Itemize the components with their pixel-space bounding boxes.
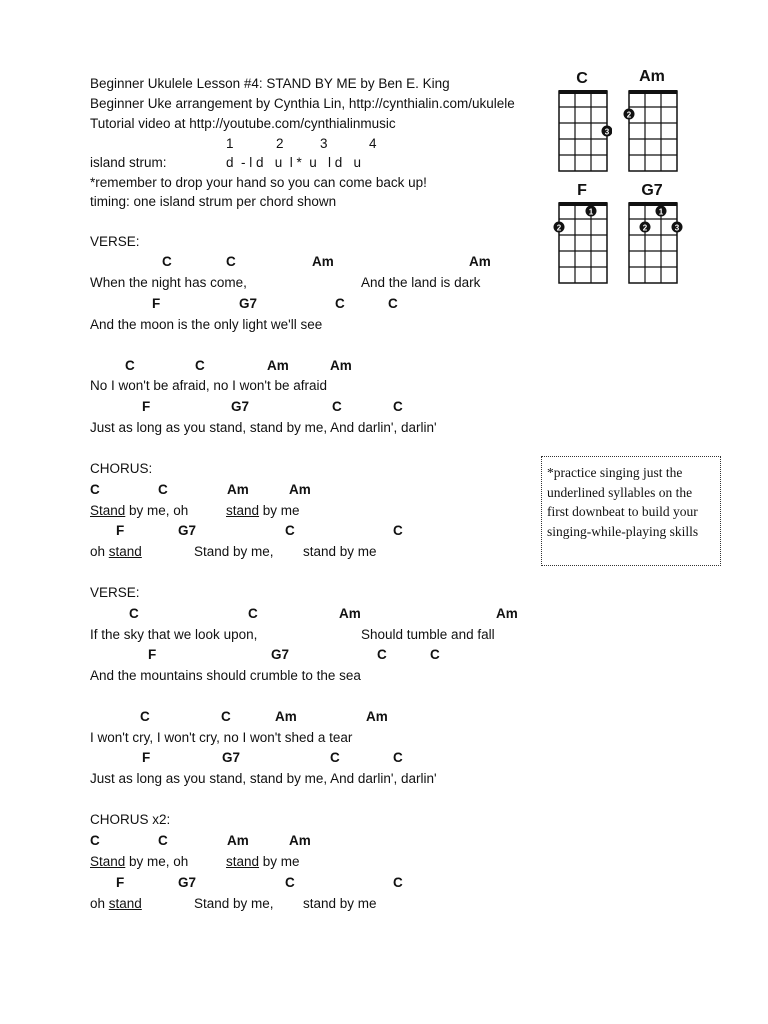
chord-label: Am <box>275 709 297 724</box>
underlined-syllable: Stand <box>90 503 126 518</box>
lyric-line: Just as long as you stand, stand by me, And darlin', darlin' <box>90 420 437 435</box>
chord-name: Am <box>639 68 665 85</box>
chord-label: G7 <box>222 750 241 765</box>
chord-label: C <box>393 399 403 414</box>
lyric-line: Stand by me, <box>194 544 274 559</box>
section-label: VERSE: <box>90 234 140 249</box>
svg-text:3: 3 <box>674 223 680 233</box>
chord-diagram-g7 <box>622 200 686 286</box>
chord-label: F <box>148 647 157 662</box>
arrangement-line: Beginner Uke arrangement by Cynthia Lin, http://cynthialin.com/ukulele <box>90 96 515 111</box>
chord-label: C <box>90 833 100 848</box>
chord-label: C <box>226 254 236 269</box>
lyric-fragment: by me <box>259 854 300 869</box>
svg-text:2: 2 <box>626 110 632 120</box>
lyric-fragment: by me, oh <box>125 854 189 869</box>
chord-label: G7 <box>271 647 290 662</box>
lyric-line <box>90 854 188 869</box>
chord-label: Am <box>312 254 334 269</box>
beat-number: 4 <box>369 136 377 151</box>
chord-label: G7 <box>178 875 197 890</box>
chord-name: G7 <box>641 182 663 199</box>
chord-label: C <box>335 296 345 311</box>
lyric-line <box>90 544 142 559</box>
chord-label: C <box>393 875 403 890</box>
chord-label: C <box>430 647 440 662</box>
chord-name: C <box>576 70 588 87</box>
title-line: Beginner Ukulele Lesson #4: STAND BY ME by Ben E. King <box>90 76 450 91</box>
lyric-line: If the sky that we look upon, <box>90 627 258 642</box>
chord-diagram-c <box>556 88 612 174</box>
chord-label: C <box>162 254 172 269</box>
svg-text:2: 2 <box>556 223 562 233</box>
chord-label: C <box>330 750 340 765</box>
tutorial-line: Tutorial video at http://youtube.com/cynthialinmusic <box>90 116 396 131</box>
chord-label: C <box>195 358 205 373</box>
chord-diagram-am <box>622 86 682 174</box>
lyric-line: And the land is dark <box>361 275 481 290</box>
lyric-line: And the moon is the only light we'll see <box>90 317 323 332</box>
chord-label: Am <box>366 709 388 724</box>
chord-label: Am <box>289 833 311 848</box>
chord-label: G7 <box>178 523 197 538</box>
svg-text:1: 1 <box>588 207 594 217</box>
chord-label: F <box>116 523 125 538</box>
beat-number: 2 <box>276 136 284 151</box>
chord-label: C <box>285 523 295 538</box>
timing-line: timing: one island strum per chord shown <box>90 194 337 209</box>
lyric-line <box>226 503 300 518</box>
chord-label: F <box>142 750 151 765</box>
chord-label: F <box>152 296 161 311</box>
chord-label: Am <box>227 833 249 848</box>
chord-label: F <box>116 875 125 890</box>
chord-label: Am <box>227 482 249 497</box>
chord-name: F <box>577 182 587 199</box>
reminder-line: *remember to drop your hand so you can come back up! <box>90 175 427 190</box>
lyric-fragment: oh <box>90 544 109 559</box>
chord-label: C <box>129 606 139 621</box>
lyric-line: No I won't be afraid, no I won't be afraid <box>90 378 328 393</box>
lyric-fragment: by me <box>259 503 300 518</box>
lyric-line <box>90 896 142 911</box>
chord-label: C <box>90 482 100 497</box>
svg-text:3: 3 <box>604 127 610 137</box>
chord-label: Am <box>469 254 491 269</box>
lyric-fragment: oh <box>90 896 109 911</box>
lyric-line: When the night has come, <box>90 275 247 290</box>
underlined-syllable: stand <box>108 544 142 559</box>
chord-label: G7 <box>231 399 250 414</box>
lyric-line: I won't cry, I won't cry, no I won't shed a tear <box>90 730 353 745</box>
chord-label: C <box>393 523 403 538</box>
chord-label: F <box>142 399 151 414</box>
beat-number: 1 <box>226 136 234 151</box>
chord-label: C <box>158 833 168 848</box>
chord-label: Am <box>339 606 361 621</box>
chord-label: C <box>158 482 168 497</box>
chord-label: G7 <box>239 296 258 311</box>
underlined-syllable: Stand <box>90 854 126 869</box>
chord-label: C <box>285 875 295 890</box>
chord-label: C <box>393 750 403 765</box>
underlined-syllable: stand <box>226 503 260 518</box>
chord-label: C <box>140 709 150 724</box>
svg-text:2: 2 <box>642 223 648 233</box>
chord-label: Am <box>330 358 352 373</box>
chord-label: C <box>248 606 258 621</box>
section-label: VERSE: <box>90 585 140 600</box>
chord-label: C <box>221 709 231 724</box>
lyric-line: stand by me <box>303 544 377 559</box>
lyric-line: Stand by me, <box>194 896 274 911</box>
lyric-line: Just as long as you stand, stand by me, And darlin', darlin' <box>90 771 437 786</box>
chord-label: Am <box>289 482 311 497</box>
svg-text:1: 1 <box>658 207 664 217</box>
underlined-syllable: stand <box>108 896 142 911</box>
lyric-line: Should tumble and fall <box>361 627 495 642</box>
chord-label: C <box>332 399 342 414</box>
beat-number: 3 <box>320 136 328 151</box>
lyric-line: stand by me <box>303 896 377 911</box>
lyric-fragment: by me, oh <box>125 503 189 518</box>
underlined-syllable: stand <box>226 854 260 869</box>
strum-label: island strum: <box>90 155 167 170</box>
practice-note: *practice singing just the underlined syllables on the first downbeat to build your singing-while-playing skills <box>541 456 721 566</box>
chord-label: C <box>377 647 387 662</box>
chord-label: Am <box>496 606 518 621</box>
lyric-line <box>226 854 300 869</box>
chord-label: C <box>388 296 398 311</box>
lyric-line <box>90 503 188 518</box>
lyric-line: And the mountains should crumble to the sea <box>90 668 361 683</box>
section-label: CHORUS: <box>90 461 153 476</box>
strum-pattern: d - l d u l * u l d u <box>226 155 362 170</box>
chord-label: C <box>125 358 135 373</box>
chord-diagram-f <box>550 200 614 286</box>
section-label: CHORUS x2: <box>90 812 171 827</box>
chord-label: Am <box>267 358 289 373</box>
